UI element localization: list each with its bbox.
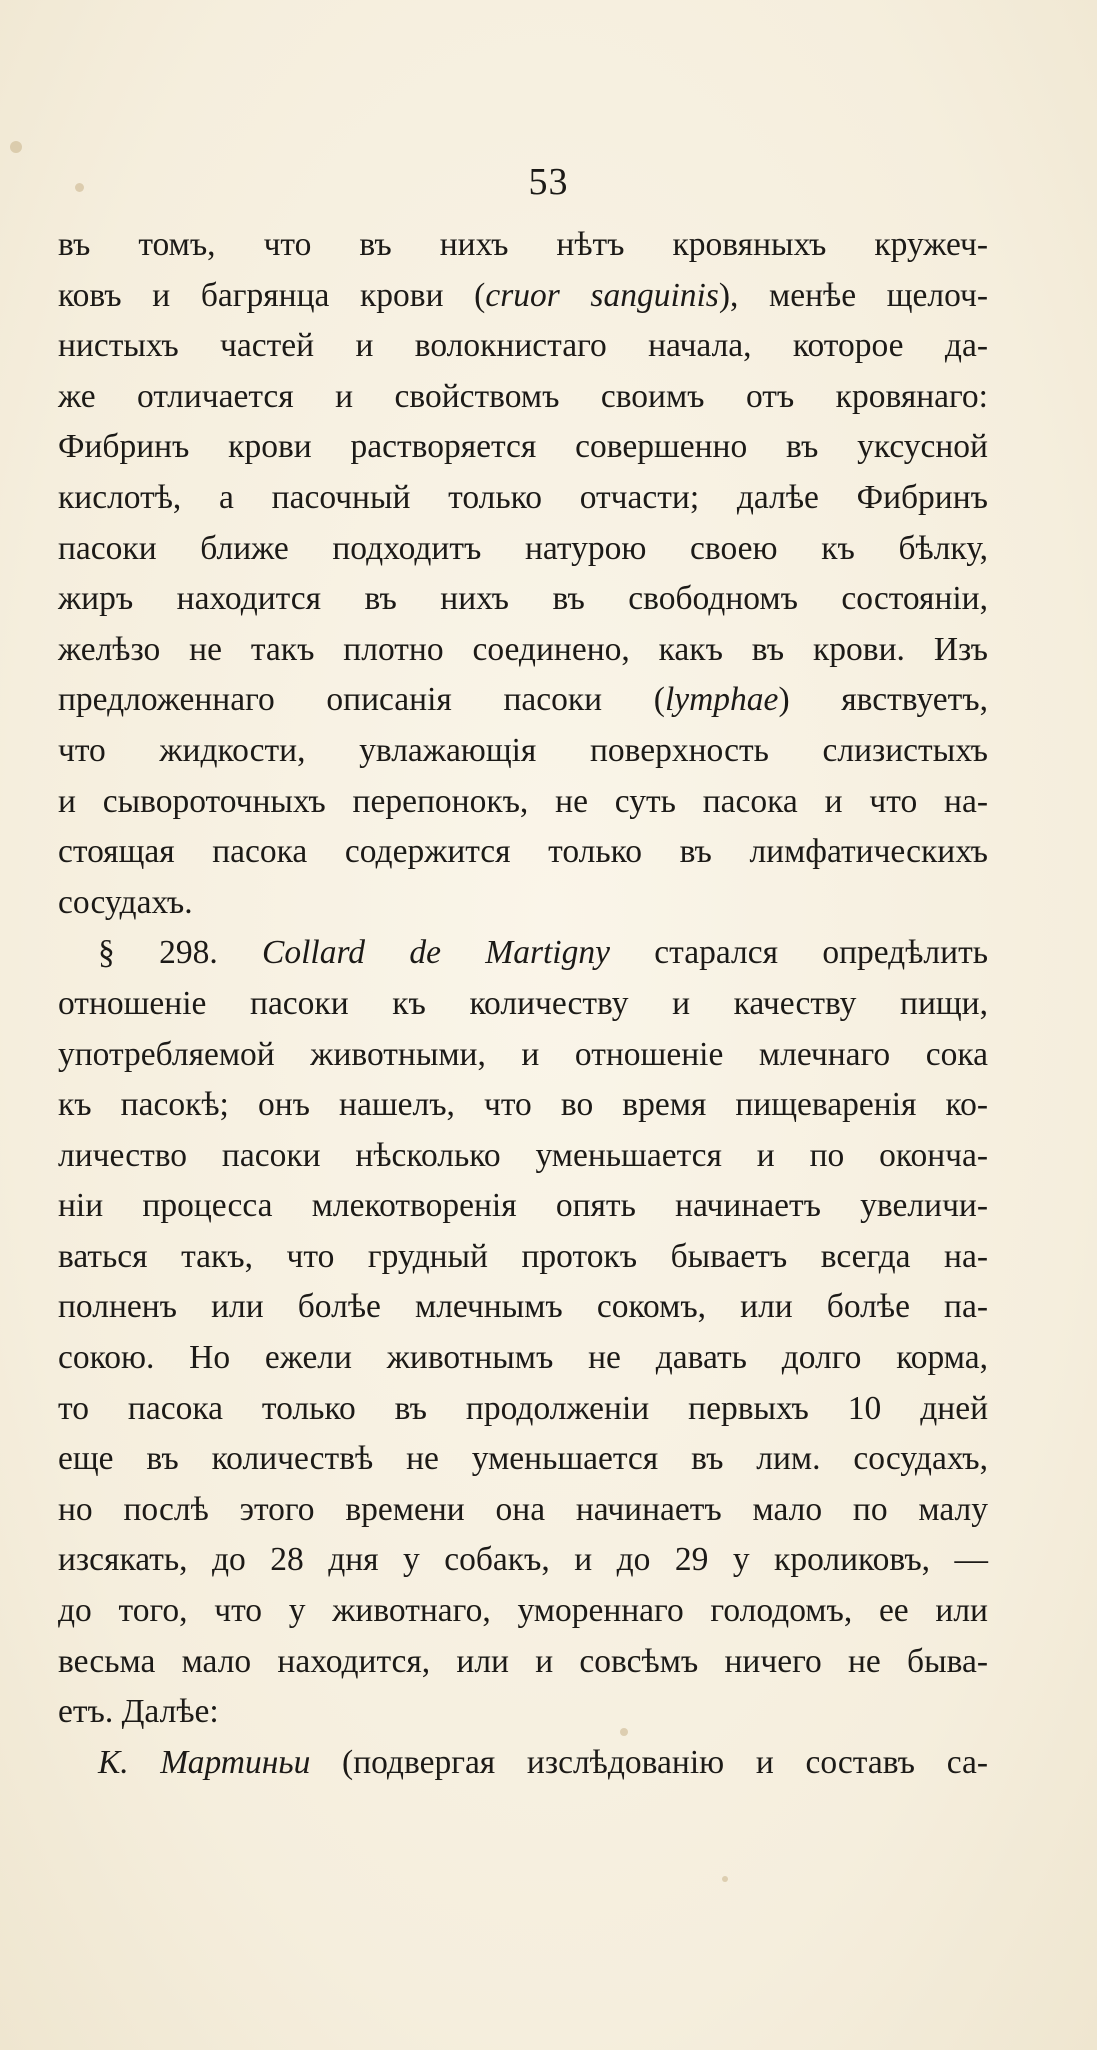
italic-text: Collard de Martigny [262,934,610,972]
page-stain-mark [10,141,22,153]
text-span: но послѣ этого времени она начинаетъ мало по малу [58,1490,988,1528]
text-line [58,422,988,473]
text-span: § 298. [98,934,263,972]
text-span: же отличается и свойствомъ своимъ отъ кровянаго: [58,377,988,415]
text-span: жиръ находится въ нихъ въ свободномъ состояніи, [58,580,988,618]
text-span: весьма мало находится, или и совсѣмъ ничего не быва- [58,1642,988,1680]
text-span: ковъ и багрянца крови ( [58,276,486,314]
text-span: полненъ или болѣе млечнымъ сокомъ, или болѣе па- [58,1288,988,1326]
text-line [58,675,988,726]
text-line [58,1080,988,1131]
text-line [58,726,988,777]
text-span: до того, что у животнаго, уморeннаго голодомъ, ее или [58,1592,988,1630]
text-span: изсякать, до 28 дня у собакъ, и до 29 у кроликовъ, — [58,1541,988,1579]
text-line [58,372,988,423]
text-line [58,1282,988,1333]
text-line [58,1384,988,1435]
text-span: Фибринъ крови растворяется совершенно въ уксусной [58,428,988,466]
text-span: желѣзо не такъ плотно соединено, какъ въ крови. Изъ [58,630,988,668]
text-line [58,1131,988,1182]
text-line [58,1485,988,1536]
italic-text: К. Мартиньи [98,1743,311,1781]
text-span: пасоки ближе подходитъ натурою своею къ бѣлку, [58,529,988,567]
text-span: стоящая пасока содержится только въ лимфатическихъ [58,833,988,871]
text-span: къ пасокѣ; онъ нашелъ, что во время пищеваренія ко- [58,1086,988,1124]
text-span: что жидкости, увлажающія поверхность слизистыхъ [58,731,988,769]
text-span: старался опредѣлить [609,934,988,972]
text-line [58,827,988,878]
text-span: ваться такъ, что грудный протокъ бываетъ всегда на- [58,1237,988,1275]
text-span: употребляемой животными, и отношеніе млечнаго сока [58,1035,988,1073]
text-span: личество пасоки нѣсколько уменьшается и по оконча- [58,1136,988,1174]
italic-text: lymphae [664,681,779,719]
text-span: нистыхъ частей и волокнистаго начала, которое да- [58,327,988,365]
text-line [58,1586,988,1637]
text-line [58,1030,988,1081]
text-span: ) явствуетъ, [778,681,988,719]
text-line [58,1181,988,1232]
text-line [58,1738,988,1789]
text-line [58,1637,988,1688]
text-line [58,1535,988,1586]
text-span: еще въ количествѣ не уменьшается въ лим. сосудахъ, [58,1440,988,1478]
text-line [58,271,988,322]
text-span: и сывороточныхъ перепонокъ, не суть пасока и что на- [58,782,988,820]
text-line [58,1333,988,1384]
text-span: ), менѣе щелоч- [718,276,988,314]
page-number: 53 [528,161,569,203]
text-span: то пасока только въ продолженіи первыхъ 10 дней [58,1389,988,1427]
text-span: (подвергая изслѣдованію и составъ са- [310,1743,988,1781]
text-line [58,1232,988,1283]
text-line [58,574,988,625]
text-line [58,625,988,676]
text-line [58,777,988,828]
italic-text: cruor sanguinis [485,276,719,314]
text-line [58,979,988,1030]
body-text [58,220,988,1788]
text-span: въ томъ, что въ нихъ нѣтъ кровяныхъ кружеч- [58,226,988,263]
text-span: етъ. Далѣе: [58,1693,219,1731]
text-span: отношеніе пасоки къ количеству и качеству пищи, [58,984,988,1022]
text-line [58,220,988,271]
text-line [58,473,988,524]
text-span: предложеннаго описанія пасоки ( [58,681,665,719]
text-line [58,1687,988,1738]
page-stain-mark [722,1876,728,1882]
text-span: сокою. Но ежели животнымъ не давать долго корма, [58,1339,988,1377]
text-line [58,1434,988,1485]
text-line [58,524,988,575]
text-line [58,928,988,979]
text-line [58,321,988,372]
text-span: сосудахъ. [58,883,193,921]
text-line [58,878,988,929]
text-span: кислотѣ, а пасочный только отчасти; далѣе Фибринъ [58,478,988,516]
text-span: ніи процесса млекотворенія опять начинаетъ увеличи- [58,1187,988,1225]
